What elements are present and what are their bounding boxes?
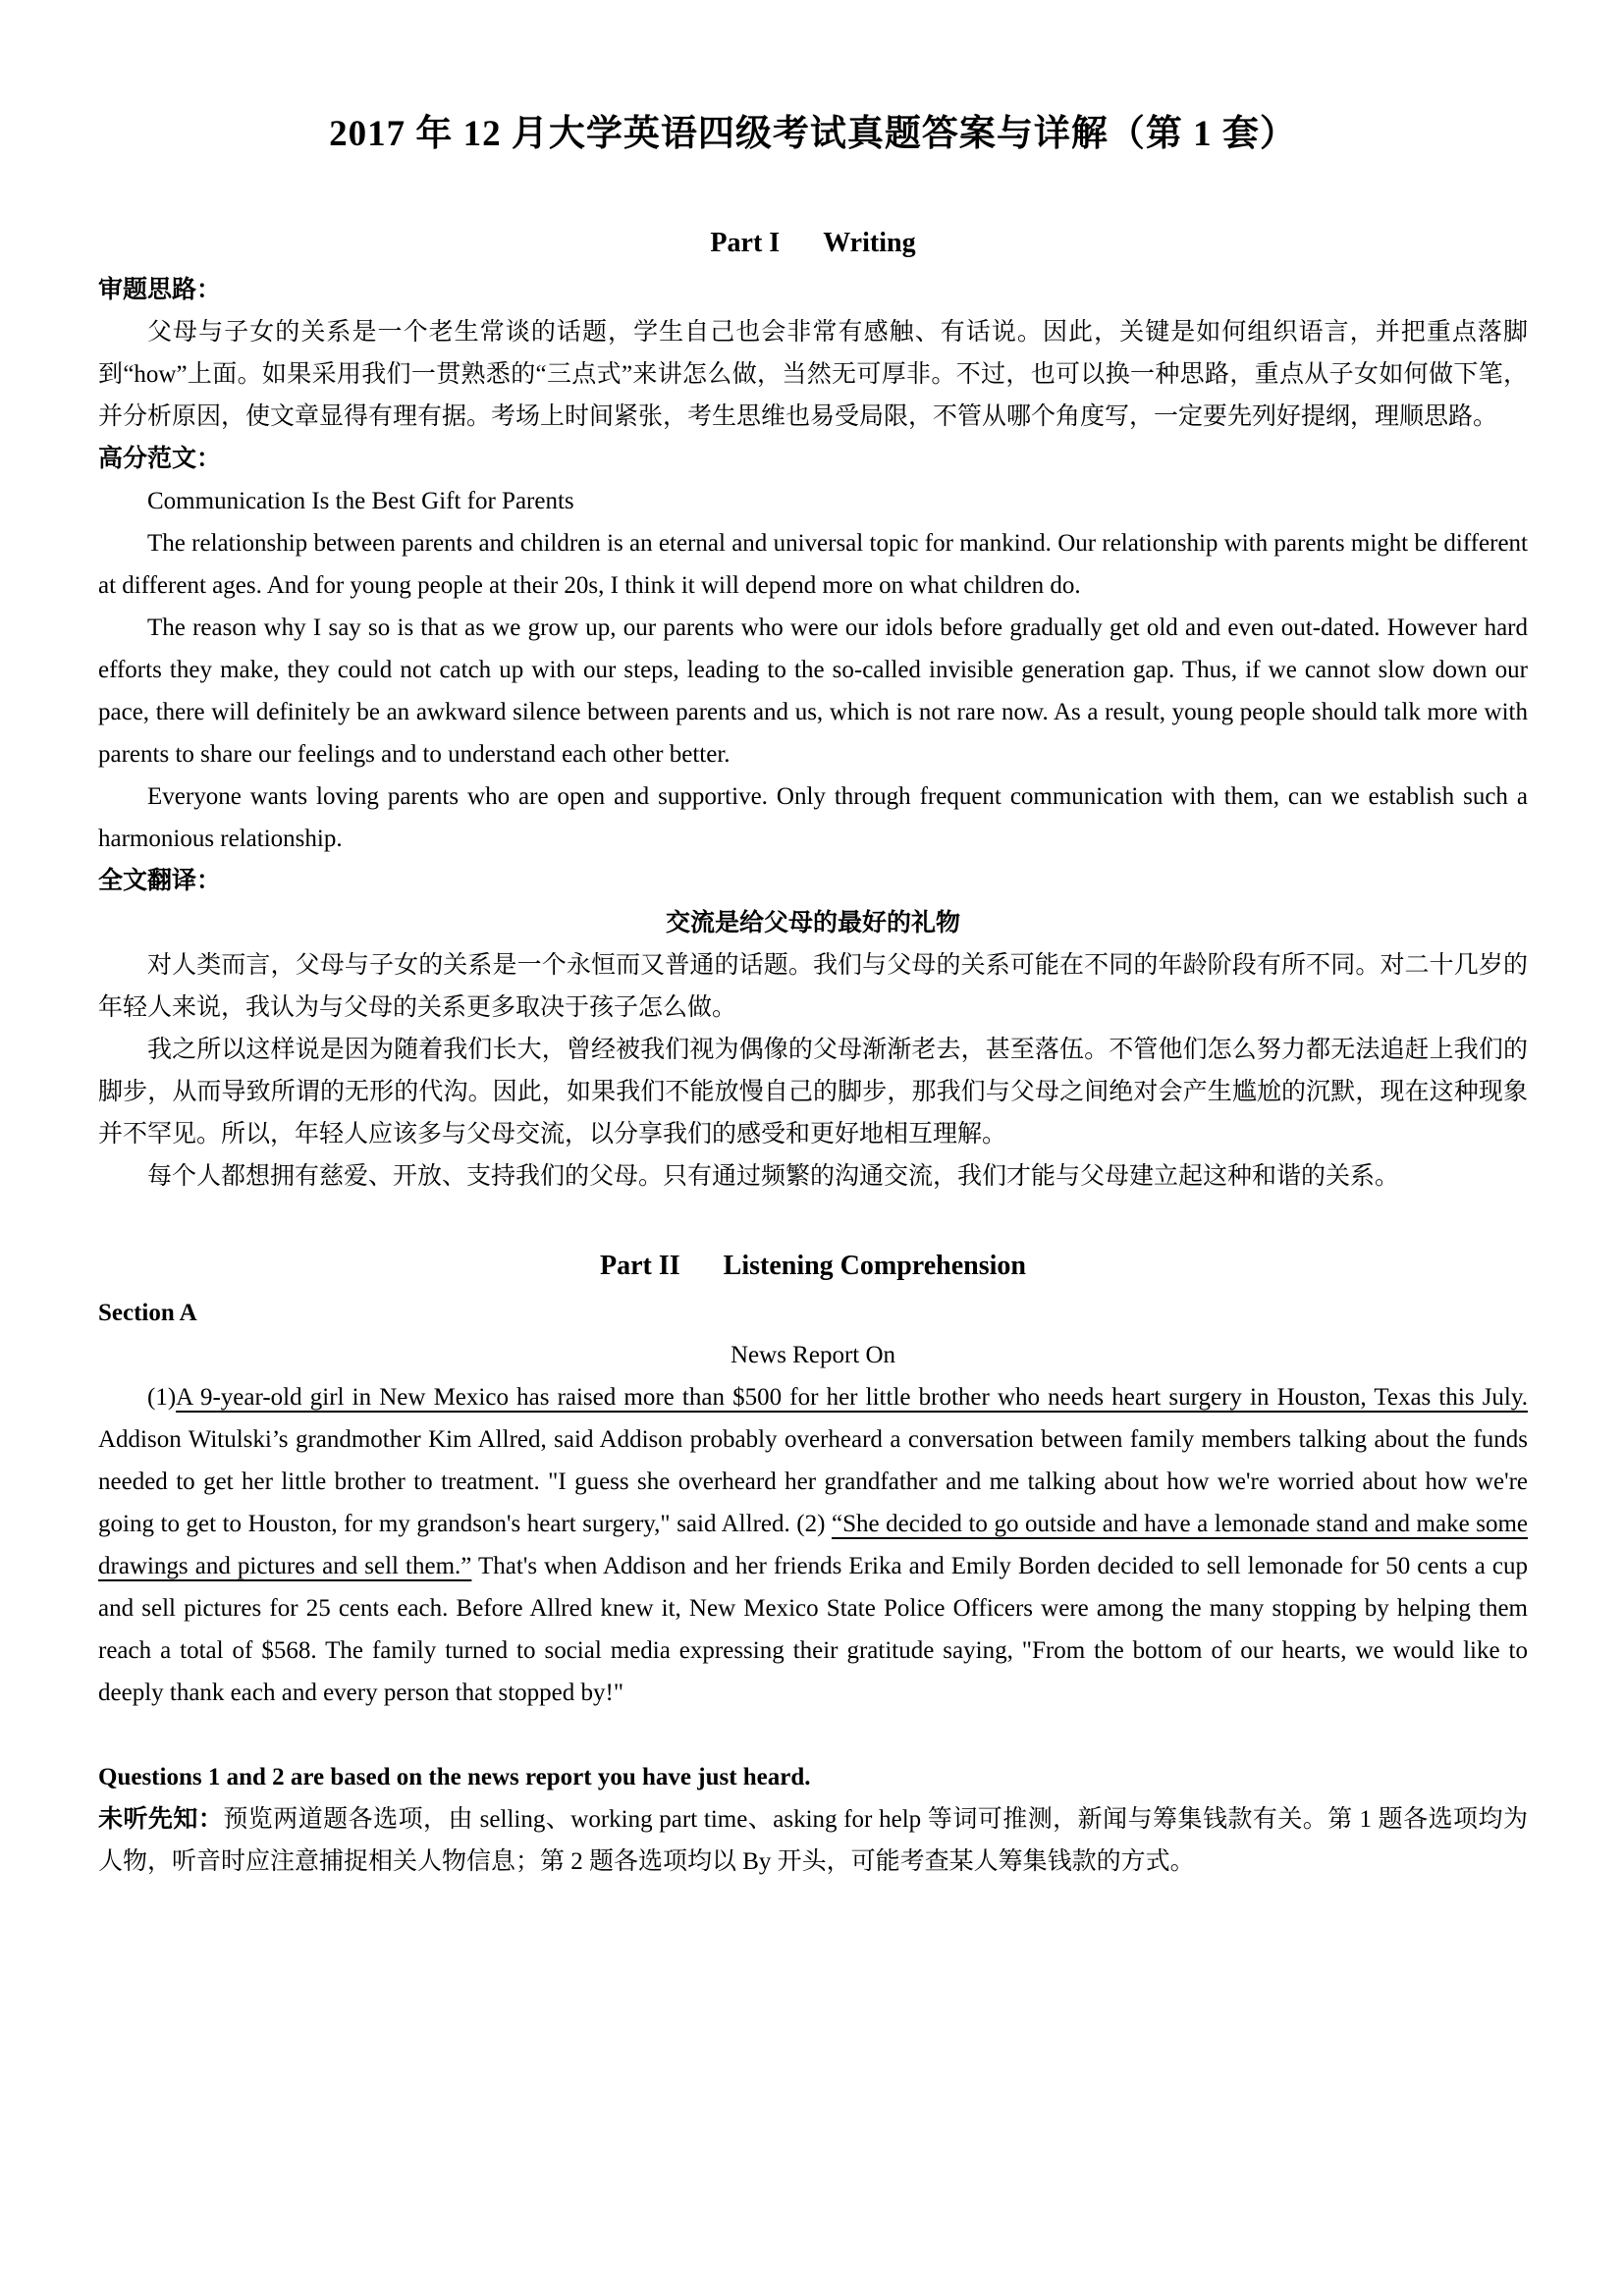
- essay-paragraph-3: Everyone wants loving parents who are open and supportive. Only through frequent communication with them, can we establish such a harmonious relationship.: [98, 783, 1528, 852]
- tip-text: 预览两道题各选项，由 selling、working part time、asking for help 等词可推测，新闻与筹集钱款有关。第 1 题各选项均为人物，听音时应注意捕捉相关人物信息；第 2 题各选项均以 By 开头，可能考查某人筹集钱款的方式。: [98, 1806, 1528, 1875]
- translation-paragraph-2: 我之所以这样说是因为随着我们长大，曾经被我们视为偶像的父母渐渐老去，甚至落伍。不管他们怎么努力都无法追赶上我们的脚步，从而导致所谓的无形的代沟。因此，如果我们不能放慢自己的脚步，那我们与父母之间绝对会产生尴尬的沉默，现在这种现象并不罕见。所以，年轻人应该多与父母交流，以分享我们的感受和更好地相互理解。: [98, 1037, 1528, 1148]
- news-report-text: [98, 1376, 1528, 1714]
- analysis-heading: 审题思路：: [98, 277, 222, 303]
- essay-paragraph-2: The reason why I say so is that as we grow up, our parents who were our idols before gradually get old and even out-dated. However hard efforts they make, they could not catch up with our steps, leading to the so-called invisible generation gap. Thus, if we cannot slow down our pace, there will definitely be an awkward silence between parents and us, which is not rare now. As a result, young people should talk more with parents to share our feelings and to understand each other better.: [98, 614, 1528, 768]
- translation-title: 交流是给父母的最好的礼物: [665, 910, 960, 936]
- part2-title: Listening Comprehension: [723, 1251, 1026, 1281]
- report-question-marker-1: (1): [147, 1384, 177, 1411]
- report-underlined-answer-2: “She decided to go outside and have a lemonade stand and make some drawings and pictures and sell them.”: [98, 1511, 1528, 1579]
- news-report-title: News Report On: [730, 1342, 896, 1368]
- part1-label: Part I: [710, 228, 781, 258]
- translation-paragraph-1: 对人类而言，父母与子女的关系是一个永恒而又普通的话题。我们与父母的关系可能在不同的年龄阶段有所不同。对二十几岁的年轻人来说，我认为与父母的关系更多取决于孩子怎么做。: [98, 952, 1528, 1021]
- section-a-heading: Section A: [98, 1300, 197, 1326]
- translation-heading: 全文翻译：: [98, 868, 222, 894]
- report-closing-text: That's when Addison and her friends Erika and Emily Borden decided to sell lemonade for 50 cents a cup and sell pictures for 25 cents each. Before Allred knew it, New Mexico State Police Officers were among the many stopping by helping them reach a total of $568. The family turned to social media expressing their gratitude saying, "From the bottom of our hearts, we would like to deeply thank each and every person that stopped by!": [98, 1553, 1528, 1706]
- report-underlined-answer-1: A 9-year-old girl in New Mexico has raised more than $500 for her little brother who needs heart surgery in Houston, Texas this July.: [176, 1384, 1528, 1411]
- model-essay-heading: 高分范文：: [98, 446, 222, 472]
- report-body-text: Addison Witulski’s grandmother Kim Allred, said Addison probably overheard a conversation between family members talking about the funds needed to get her little brother to treatment. "I guess she overheard her grandfather and me talking about how we're worried about how we're going to get to Houston, for my grandson's heart surgery," said Allred. (2): [98, 1426, 1528, 1537]
- part2-label: Part II: [600, 1251, 680, 1281]
- tip-label: 未听先知：: [98, 1806, 224, 1833]
- part1-title: Writing: [823, 228, 916, 258]
- document-title: 2017 年 12 月大学英语四级考试真题答案与详解（第 1 套）: [329, 114, 1297, 154]
- part1-heading: [98, 224, 1528, 263]
- analysis-paragraph: 父母与子女的关系是一个老生常谈的话题，学生自己也会非常有感触、有话说。因此，关键是如何组织语言，并把重点落脚到“how”上面。如果采用我们一贯熟悉的“三点式”来讲怎么做，当然无可厚非。不过，也可以换一种思路，重点从子女如何做下笔，并分析原因，使文章显得有理有据。考场上时间紧张，考生思维也易受局限，不管从哪个角度写，一定要先列好提纲，理顺思路。: [98, 319, 1528, 430]
- essay-paragraph-1: The relationship between parents and children is an eternal and universal topic for mankind. Our relationship with parents might be different at different ages. And for young people at their 20s, I think it will depend more on what children do.: [98, 530, 1528, 599]
- translation-paragraph-3: 每个人都想拥有慈爱、开放、支持我们的父母。只有通过频繁的沟通交流，我们才能与父母建立起这种和谐的关系。: [147, 1163, 1400, 1190]
- part2-heading: [98, 1247, 1528, 1286]
- essay-title: Communication Is the Best Gift for Parents: [147, 488, 574, 514]
- tip-paragraph: [98, 1798, 1528, 1883]
- questions-note: Questions 1 and 2 are based on the news report you have just heard.: [98, 1764, 811, 1790]
